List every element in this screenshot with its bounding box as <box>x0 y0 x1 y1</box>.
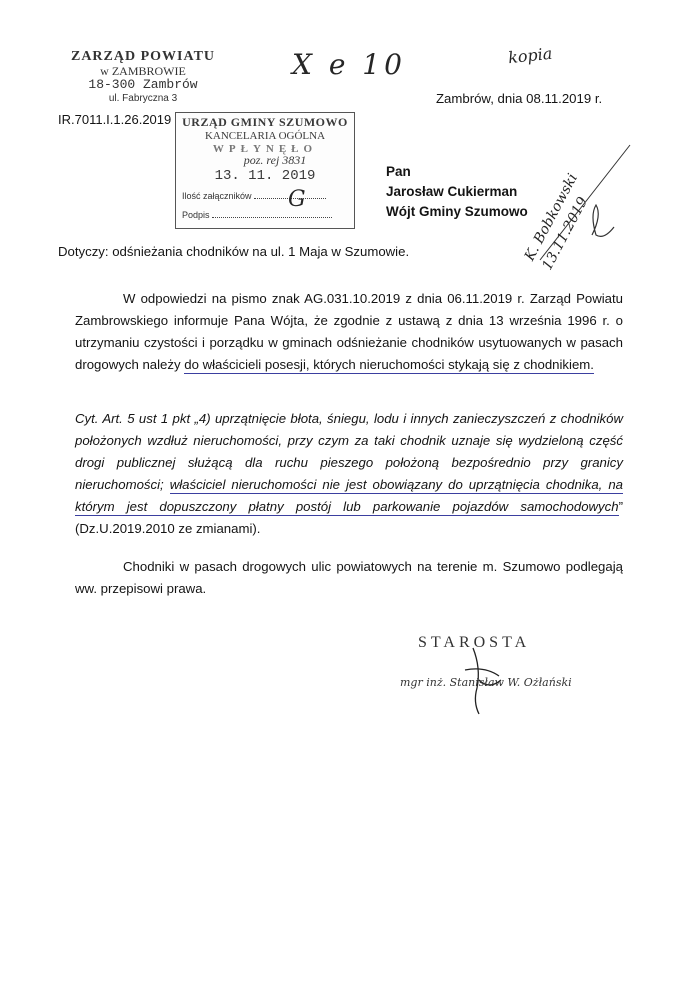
paragraph-1 <box>75 288 623 376</box>
sender-line-3: 18-300 Zambrów <box>88 77 198 92</box>
handwritten-mark: X e 10 <box>292 48 406 81</box>
stamp-signature-label: Podpis <box>182 210 210 220</box>
quote-text: Cyt. Art. 5 ust 1 pkt „4) uprzątnięcie błota, śniegu, lodu i innych zanieczyszczeń z chodników położonych wzdłuż nieruchomości, przy czym za taki chodnik uznaje się wydzieloną część drogi publicznej służącą dla ruchu pieszego położoną bezpośrednio przy granicy nieruchomości; <box>75 411 623 492</box>
place-date: Zambrów, dnia 08.11.2019 r. <box>436 91 603 106</box>
stamp-number: poz. rej 3831 <box>243 153 307 167</box>
kopia-note: kopia <box>507 43 554 68</box>
recipient-block <box>386 162 528 222</box>
quote-citation: ” (Dz.U.2019.2010 ze zmianami). <box>75 499 623 536</box>
sender-line-4: ul. Fabryczna 3 <box>108 93 178 104</box>
recipient-title: Wójt Gminy Szumowo <box>386 204 528 219</box>
sender-line-2: w ZAMBROWIE <box>100 64 186 78</box>
margin-note: K. Bobkowski 13.11.2019 <box>521 171 592 273</box>
stamp-signature: G <box>288 187 306 212</box>
sender-address <box>58 50 228 106</box>
stamp-received: WPŁYNĘŁO <box>212 143 318 155</box>
registry-stamp <box>175 112 355 229</box>
recipient-name: Jarosław Cukierman <box>386 184 518 199</box>
subject-line: Dotyczy: odśnieżania chodników na ul. 1 Maja w Szumowie. <box>58 244 410 259</box>
paragraph-3: Chodniki w pasach drogowych ulic powiatowych na terenie m. Szumowo podlegają ww. przepisowi prawa. <box>75 559 623 596</box>
sender-line-1: ZARZĄD POWIATU <box>70 49 216 64</box>
margin-scribble <box>520 140 640 280</box>
stamp-date: 13. 11. 2019 <box>214 168 316 184</box>
signatory-name: mgr inż. Stanisław W. Ożłański <box>400 676 572 689</box>
signature-title: STAROSTA <box>418 634 531 651</box>
quote-underlined: właściciel nieruchomości nie jest obowiązany do uprzątnięcia chodnika, na którym jest dopuszczony płatny postój lub parkowanie pojazdów samochodowych <box>75 477 623 514</box>
paragraph-2-quote <box>75 408 623 540</box>
stamp-office: URZĄD GMINY SZUMOWO <box>182 115 348 129</box>
paragraph-1-underlined: do właścicieli posesji, których nieruchomości stykają się z chodnikiem. <box>184 357 594 372</box>
paragraph-1-text: W odpowiedzi na pismo znak AG.031.10.2019 z dnia 06.11.2019 r. Zarząd Powiatu Zambrowskiego informuje Pana Wójta, że zgodnie z ustawą z dnia 13 września 1996 r. o utrzymaniu czystości i porządku w gminach odśnieżanie chodników usytuowanych w pasach drogowych należy <box>75 291 623 372</box>
recipient-salutation: Pan <box>386 164 411 179</box>
reference-number: IR.7011.I.1.26.2019 <box>58 112 172 127</box>
stamp-attachments-label: Ilość załączników <box>182 191 252 201</box>
stamp-dept: KANCELARIA OGÓLNA <box>204 130 326 142</box>
